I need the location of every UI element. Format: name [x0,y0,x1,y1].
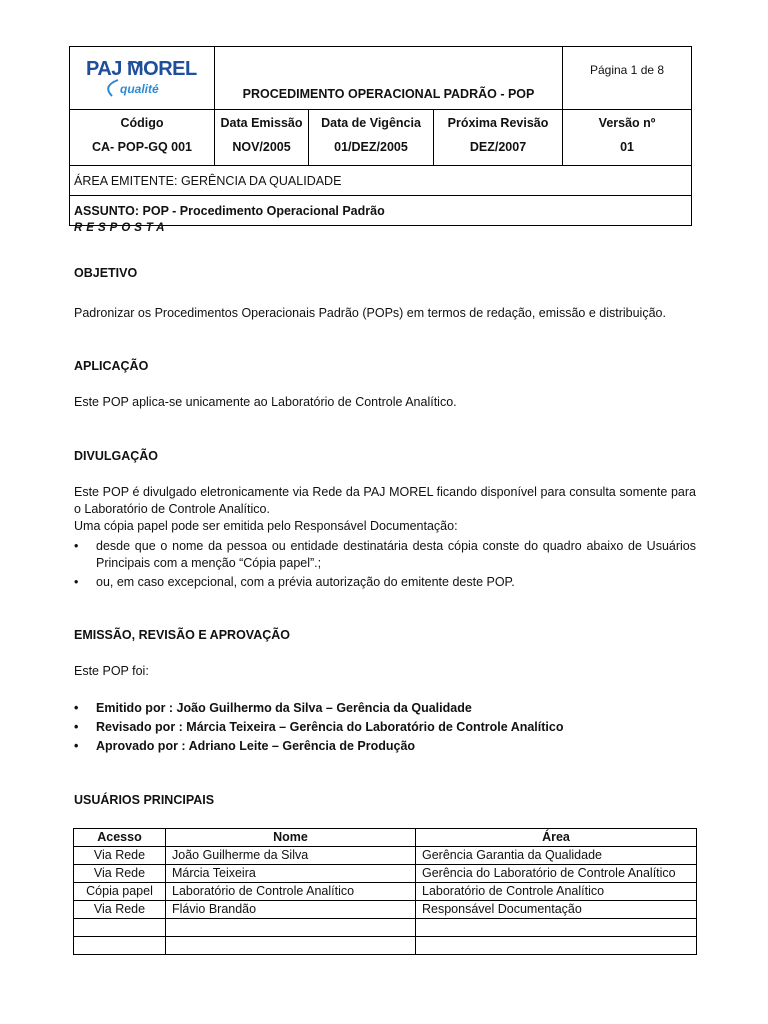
cell-nome [166,937,416,955]
cell-nome: Flávio Brandão [166,901,416,919]
column-header-area: Área [416,829,697,847]
table-header-row [74,829,697,847]
emissao-intro: Este POP foi: [74,664,149,678]
cell-nome: Laboratório de Controle Analítico [166,883,416,901]
list-item [74,719,696,736]
table-row [74,919,697,937]
list-item [74,700,696,717]
bullet-icon: • [74,539,79,553]
resposta-label: RESPOSTA [74,222,169,234]
header-label: Próxima Revisão [447,116,549,130]
divulgacao-heading: DIVULGAÇÃO [74,449,159,463]
objetivo-text: Padronizar os Procedimentos Operacionais Padrão (POPs) em termos de redação, emissão e distribuição. [74,306,666,320]
bullet-text: ou, em caso excepcional, com a prévia autorização do emitente deste POP. [96,575,515,589]
cell-nome: João Guilherme da Silva [166,847,416,865]
objetivo-heading: OBJETIVO [74,266,138,280]
usuarios-table [73,828,697,955]
cell-acesso [74,937,166,955]
aplicacao-heading: APLICAÇÃO [74,359,149,373]
header-value: NOV/2005 [232,140,291,154]
document-header-table [69,46,692,226]
header-col-proxima-revisao [434,110,563,166]
company-logo [82,56,202,102]
page-indicator: Página 1 de 8 [563,47,692,110]
cell-area [416,937,697,955]
bullet-text: Revisado por : Márcia Teixeira – Gerência do Laboratório de Controle Analítico [96,720,564,734]
cell-area: Gerência Garantia da Qualidade [416,847,697,865]
cell-area [416,919,697,937]
column-header-acesso: Acesso [74,829,166,847]
cell-nome [166,919,416,937]
divulgacao-copy-text: Uma cópia papel pode ser emitida pelo Responsável Documentação: [74,519,458,533]
bullet-icon: • [74,575,79,589]
logo-sub-text: qualité [120,81,159,96]
bullet-icon: • [74,701,79,715]
header-value: DEZ/2007 [469,140,527,154]
document-title: PROCEDIMENTO OPERACIONAL PADRÃO - POP [215,47,563,110]
logo-cell [70,47,215,110]
emissao-heading: EMISSÃO, REVISÃO E APROVAÇÃO [74,628,291,642]
header-value: CA- POP-GQ 001 [91,140,193,154]
cell-nome: Márcia Teixeira [166,865,416,883]
table-row [74,847,697,865]
table-row [74,865,697,883]
cell-acesso: Via Rede [74,847,166,865]
cell-area: Laboratório de Controle Analítico [416,883,697,901]
header-label: Versão nº [598,116,656,130]
header-value: 01 [620,140,634,154]
header-label: Data Emissão [220,116,303,130]
divulgacao-text: Este POP é divulgado eletronicamente via Rede da PAJ MOREL ficando disponível para consulta somente para o Laboratório de Controle Analítico. [74,485,696,516]
cell-acesso [74,919,166,937]
header-value: 01/DEZ/2005 [334,140,408,154]
cell-area: Responsável Documentação [416,901,697,919]
header-col-versao [563,110,692,166]
bullet-text: Aprovado por : Adriano Leite – Gerência de Produção [96,739,416,753]
table-row [74,901,697,919]
table-row [74,883,697,901]
bullet-text: Emitido por : João Guilhermo da Silva – Gerência da Qualidade [96,701,472,715]
logo-brand-text: PAJ MOREL [86,57,197,80]
area-emitente: ÁREA EMITENTE: GERÊNCIA DA QUALIDADE [70,166,692,196]
header-label: Data de Vigência [321,116,421,130]
bullet-text: desde que o nome da pessoa ou entidade destinatária desta cópia conste do quadro abaixo de Usuários Principais com a menção “Cópia papel”.; [96,539,696,570]
table-row [74,937,697,955]
list-item [74,538,696,572]
list-item [74,574,696,591]
usuarios-heading: USUÁRIOS PRINCIPAIS [74,793,215,807]
header-col-data-vigencia [309,110,434,166]
header-col-codigo [70,110,215,166]
list-item [74,738,696,755]
aplicacao-text: Este POP aplica-se unicamente ao Laboratório de Controle Analítico. [74,395,457,409]
cell-acesso: Via Rede [74,901,166,919]
column-header-nome: Nome [166,829,416,847]
cell-acesso: Cópia papel [74,883,166,901]
header-label: Código [120,116,164,130]
bullet-icon: • [74,739,79,753]
bullet-icon: • [74,720,79,734]
cell-acesso: Via Rede [74,865,166,883]
header-col-data-emissao [215,110,309,166]
cell-area: Gerência do Laboratório de Controle Analítico [416,865,697,883]
assunto: ASSUNTO: POP - Procedimento Operacional Padrão [70,196,692,226]
